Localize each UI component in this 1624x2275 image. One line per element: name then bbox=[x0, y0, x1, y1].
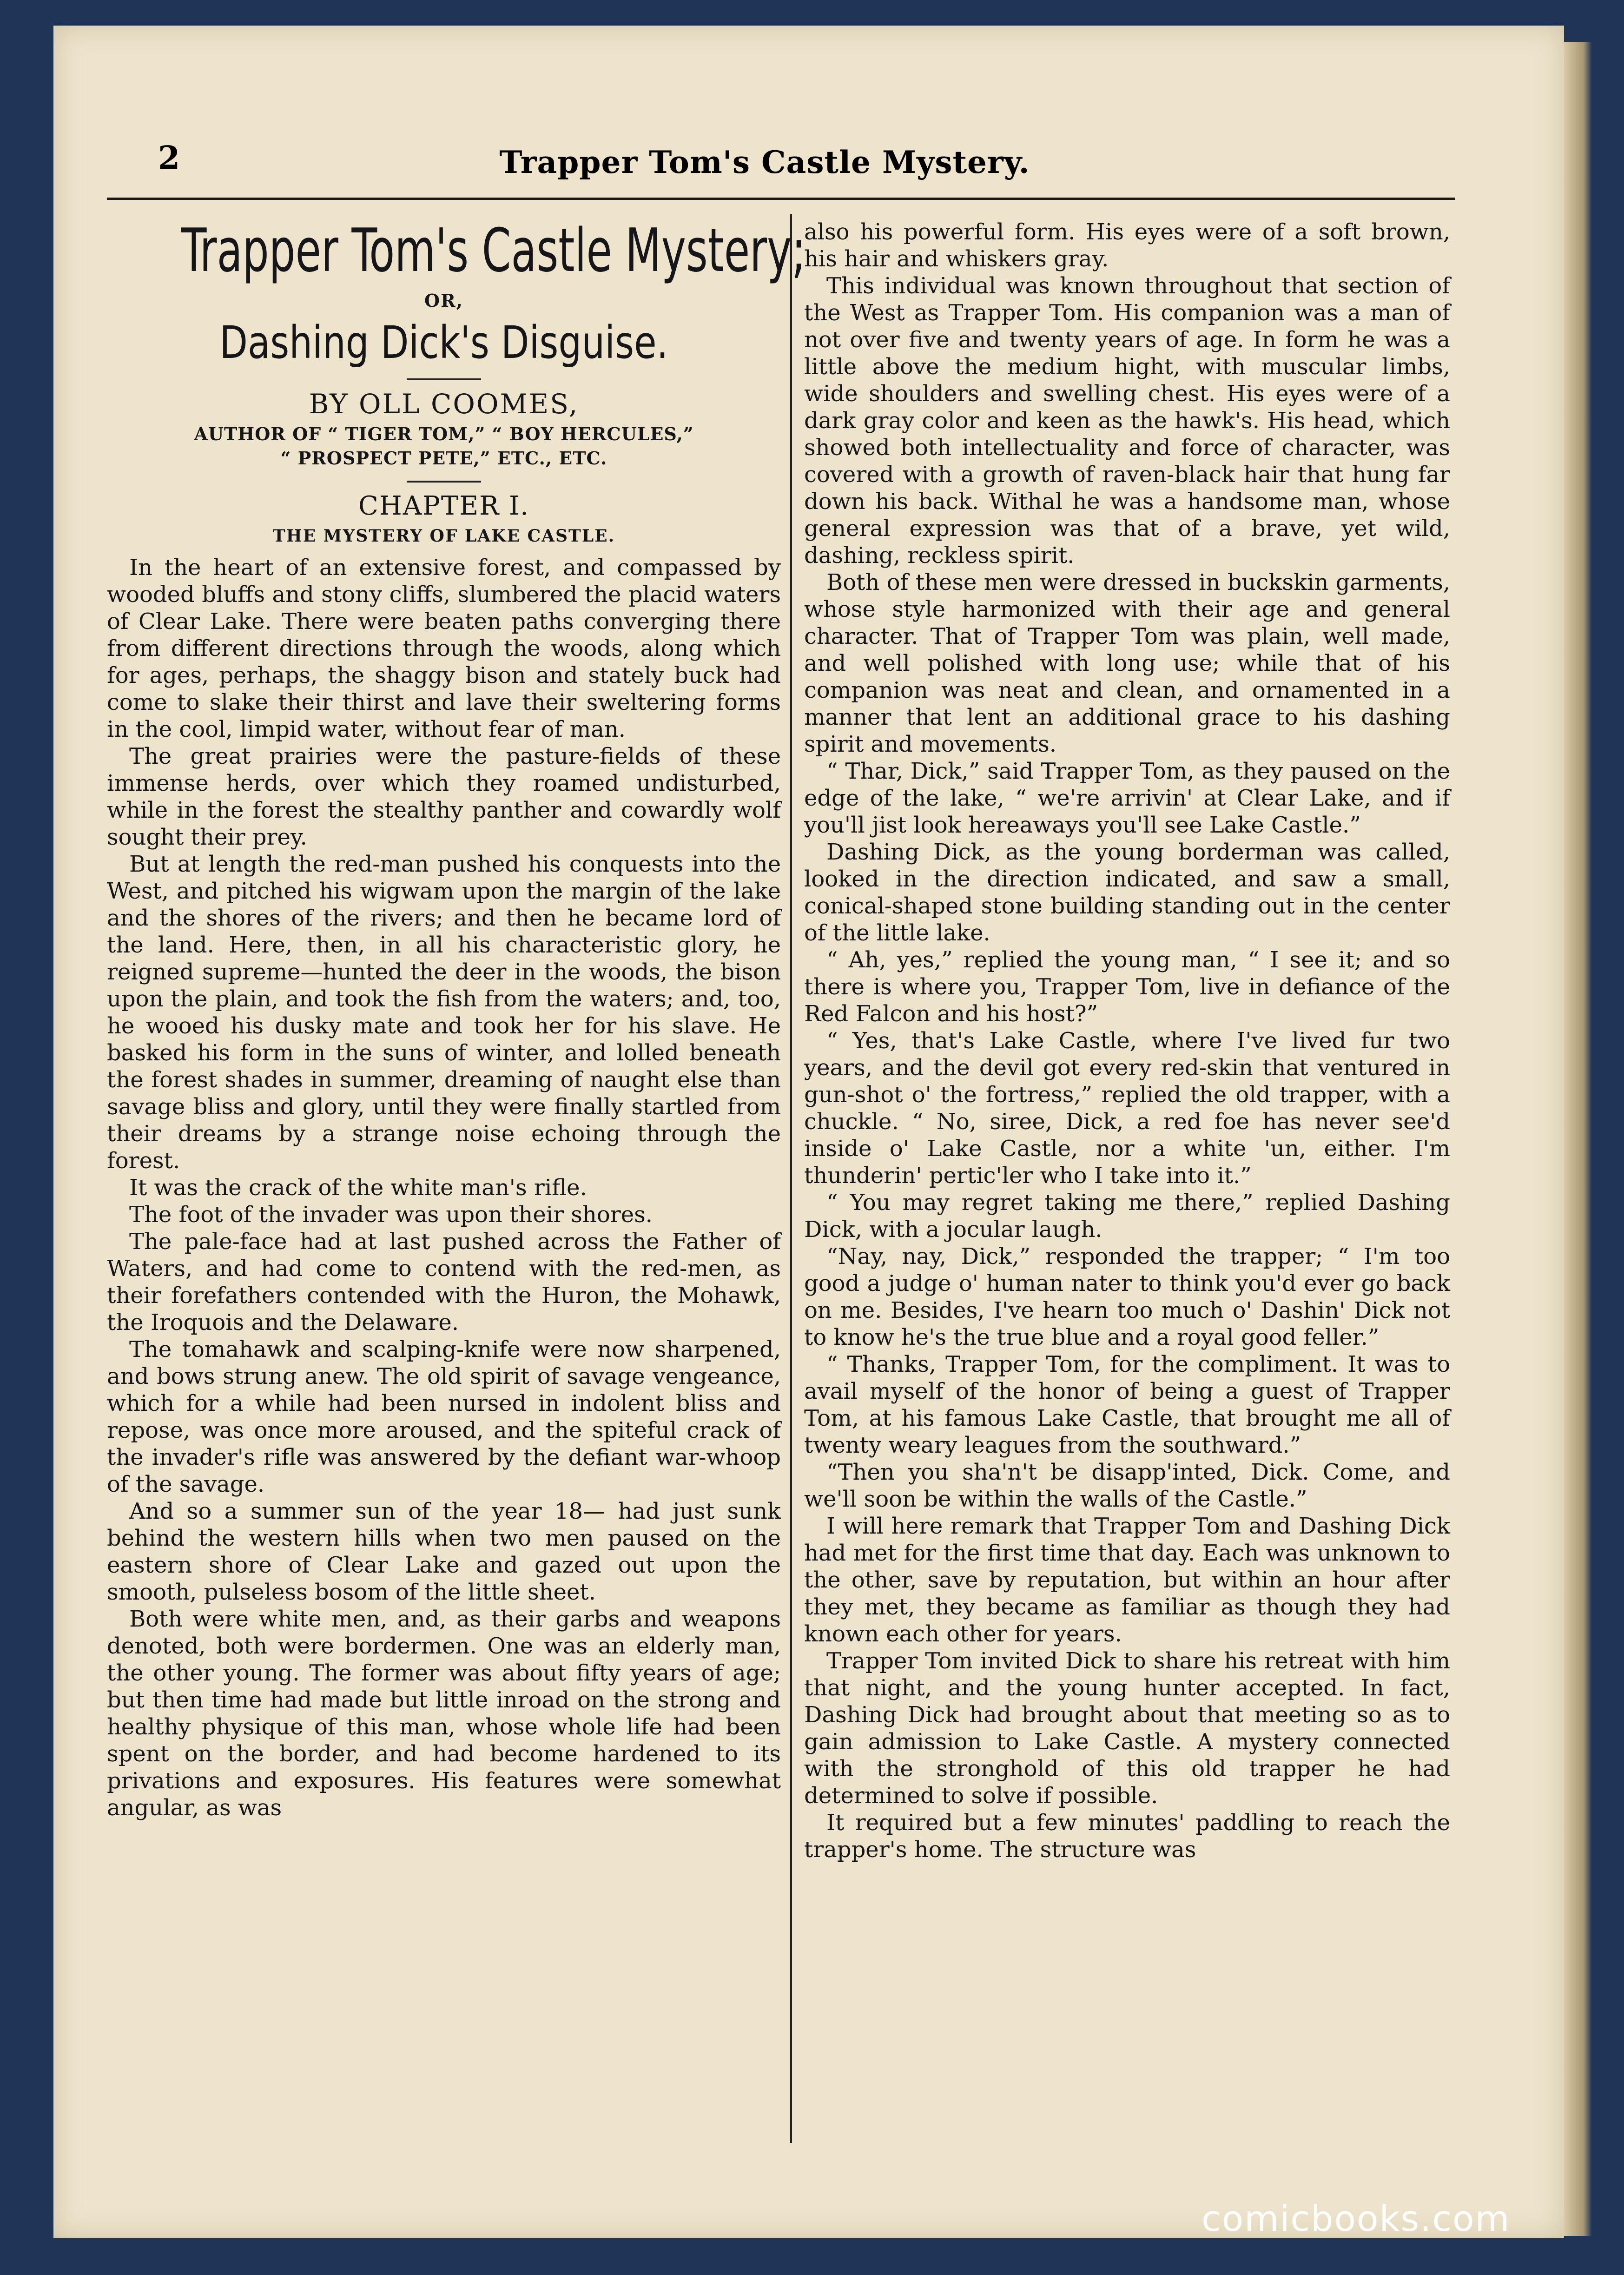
paragraph: I will here remark that Trapper Tom and Dashing Dick had met for the first time that day. Each was unknown to the other, save by reputation, but within an hour after they met, they became as familiar as though they had known each other for years. bbox=[804, 1513, 1450, 1647]
paragraph: But at length the red-man pushed his conquests into the West, and pitched his wigwam upon the margin of the lake and the shores of the rivers; and then he became lord of the land. Here, then, in all his characteristic glory, he reigned supreme—hunted the deer in the woods, the bison upon the plain, and took the fish from the waters; and, too, he wooed his dusky mate and took her for his slave. He basked his form in the suns of winter, and lolled beneath the forest shades in summer, dreaming of naught else than savage bliss and glory, until they were finally startled from their dreams by a strange noise echoing through the forest. bbox=[107, 851, 781, 1174]
story-subtitle: Dashing Dick's Disguise. bbox=[219, 317, 668, 369]
paragraph: The great prairies were the pasture-fields of these immense herds, over which they roamed undisturbed, while in the forest the stealthy panther and cowardly wolf sought their prey. bbox=[107, 743, 781, 850]
paragraph: “ Ah, yes,” replied the young man, “ I see it; and so there is where you, Trapper Tom, live in defiance of the Red Falcon and his host?” bbox=[804, 947, 1450, 1027]
paragraph: Both were white men, and, as their garbs and weapons denoted, both were bordermen. One was an elderly man, the other young. The former was about fifty years of age; but then time had made but little inroad on the strong and healthy physique of this man, whose whole life had been spent on the border, and had become hardened to its privations and exposures. His features were somewhat angular, as was bbox=[107, 1606, 781, 1821]
right-column bbox=[804, 218, 1450, 1863]
paragraph: Trapper Tom invited Dick to share his retreat with him that night, and the young hunter accepted. In fact, Dashing Dick had brought about that meeting so as to gain admission to Lake Castle. A mystery connected with the stronghold of this old trapper he had determined to solve if possible. bbox=[804, 1648, 1450, 1809]
paragraph-continued: also his powerful form. His eyes were of a soft brown, his hair and whiskers gray. bbox=[804, 219, 1450, 272]
paragraph: “Nay, nay, Dick,” responded the trapper; “ I'm too good a judge o' human nater to think you'd ever go back on me. Besides, I've hearn too much o' Dashin' Dick not to know he's the true blue and a royal good feller.” bbox=[804, 1243, 1450, 1350]
page-number: 2 bbox=[158, 139, 180, 177]
paragraph: The foot of the invader was upon their shores. bbox=[129, 1202, 653, 1228]
running-title: Trapper Tom's Castle Mystery. bbox=[499, 144, 1030, 180]
paragraph: The tomahawk and scalping-knife were now sharpened, and bows strung anew. The old spirit of savage vengeance, which for a while had been nursed in indolent bliss and repose, was once more aroused, and the spiteful crack of the invader's rifle was answered by the defiant war-whoop of the savage. bbox=[107, 1336, 781, 1497]
paragraph: This individual was known throughout that section of the West as Trapper Tom. His companion was a man of not over five and twenty years of age. In form he was a little above the medium hight, with muscular limbs, wide shoulders and swelling chest. His eyes were of a dark gray color and keen as the hawk's. His head, which showed both intellectuality and force of character, was covered with a growth of raven-black hair that hung far down his back. Withal he was a handsome man, whose general expression was that of a brave, yet wild, dashing, reckless spirit. bbox=[804, 273, 1450, 569]
paragraph: “ You may regret taking me there,” replied Dashing Dick, with a jocular laugh. bbox=[804, 1190, 1450, 1243]
title-or: OR, bbox=[424, 290, 463, 311]
chapter-subheading: THE MYSTERY OF LAKE CASTLE. bbox=[272, 526, 615, 546]
paragraph: In the heart of an extensive forest, and compassed by wooded bluffs and stony cliffs, slumbered the placid waters of Clear Lake. There were beaten paths converging there from different directions through the woods, along which for ages, perhaps, the shaggy bison and stately buck had come to slake their thirst and lave their sweltering forms in the cool, limpid water, without fear of man. bbox=[107, 555, 781, 742]
paragraph: The pale-face had at last pushed across the Father of Waters, and had come to contend with the red-men, as their forefathers contended with the Huron, the Mohawk, the Iroquois and the Delaware. bbox=[107, 1229, 781, 1336]
paragraph: Dashing Dick, as the young borderman was called, looked in the direction indicated, and saw a small, conical-shaped stone building standing out in the center of the little lake. bbox=[804, 839, 1450, 946]
header-rule bbox=[107, 198, 1455, 200]
title-rule bbox=[407, 378, 481, 380]
author-of-line-2: “ PROSPECT PETE,” ETC., ETC. bbox=[280, 448, 607, 469]
page-header bbox=[107, 139, 1422, 195]
paragraph: “ Thanks, Trapper Tom, for the compliment. It was to avail myself of the honor of being a guest of Trapper Tom, at his famous Lake Castle, that brought me all of twenty weary leagues from the southward.” bbox=[804, 1351, 1450, 1458]
paragraph: It required but a few minutes' paddling to reach the trapper's home. The structure was bbox=[804, 1810, 1450, 1863]
author-of-line-1: AUTHOR OF “ TIGER TOM,” “ BOY HERCULES,” bbox=[194, 423, 694, 444]
story-title: Trapper Tom's Castle Mystery; bbox=[181, 216, 806, 285]
paragraph: And so a summer sun of the year 18— had just sunk behind the western hills when two men paused on the eastern shore of Clear Lake and gazed out upon the smooth, pulseless bosom of the little sheet. bbox=[107, 1498, 781, 1605]
paragraph: “Then you sha'n't be disapp'inted, Dick. Come, and we'll soon be within the walls of the Castle.” bbox=[804, 1459, 1450, 1512]
watermark: comicbooks.com bbox=[1201, 2198, 1511, 2239]
paragraph: It was the crack of the white man's rifle. bbox=[129, 1175, 587, 1201]
left-column bbox=[107, 216, 806, 1821]
page-edge bbox=[1564, 42, 1592, 2236]
paragraph: “ Yes, that's Lake Castle, where I've lived fur two years, and the devil got every red-skin that ventured in gun-shot o' the fortress,” replied the old trapper, with a chuckle. “ No, siree, Dick, a red foe has never see'd inside o' Lake Castle, nor a white 'un, either. I'm thunderin' pertic'ler who I take into it.” bbox=[804, 1028, 1450, 1189]
chapter-heading: CHAPTER I. bbox=[358, 491, 529, 521]
byline: BY OLL COOMES, bbox=[309, 388, 579, 420]
byline-rule bbox=[407, 481, 481, 483]
column-divider bbox=[790, 214, 792, 2143]
paragraph: Both of these men were dressed in buckskin garments, whose style harmonized with their age and general character. That of Trapper Tom was plain, well made, and well polished with long use; while that of his companion was neat and clean, and ornamented in a manner that lent an additional grace to his dashing spirit and movements. bbox=[804, 569, 1450, 757]
paragraph: “ Thar, Dick,” said Trapper Tom, as they paused on the edge of the lake, “ we're arrivin' at Clear Lake, and if you'll jist look hereaways you'll see Lake Castle.” bbox=[804, 758, 1450, 838]
